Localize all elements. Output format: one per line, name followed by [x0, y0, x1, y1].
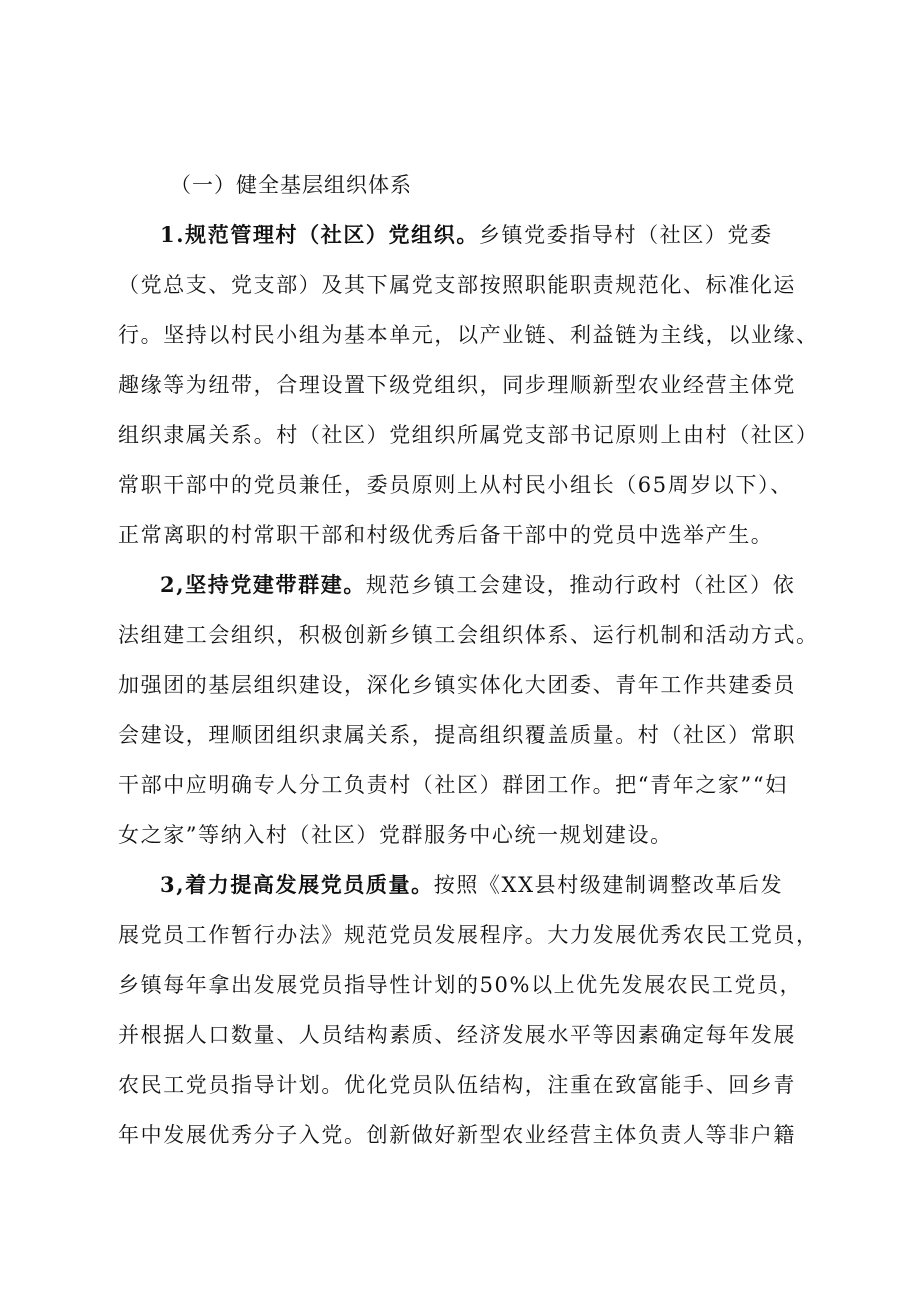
paragraph-1 — [118, 216, 828, 554]
paragraph-line: 法组建工会组织，积极创新乡镇工会组织体系、运行机制和活动方式。 — [118, 623, 819, 647]
paragraph-line: 干部中应明确专人分工负责村（社区）群团工作。把“青年之家”“妇 — [118, 773, 788, 797]
paragraph-line: 农民工党员指导计划。优化党员队伍结构，注重在致富能手、回乡青 — [118, 1073, 796, 1097]
paragraph-text: 乡镇党委指导村（社区）党委 — [478, 223, 773, 247]
paragraph-line: 正常离职的村常职干部和村级优秀后备干部中的党员中选举产生。 — [118, 523, 774, 547]
paragraph-line: （党总支、党支部）及其下属党支部按照职能职责规范化、标准化运 — [118, 273, 796, 297]
paragraph-line: 并根据人口数量、人员结构素质、经济发展水平等因素确定每年发展 — [118, 1023, 796, 1047]
paragraph-line: 年中发展优秀分子入党。创新做好新型农业经营主体负责人等非户籍 — [118, 1123, 796, 1147]
paragraph-line: 行。坚持以村民小组为基本单元，以产业链、利益链为主线，以业缘、 — [118, 323, 819, 347]
paragraph-2 — [118, 566, 828, 854]
paragraph-title: 2,坚持党建带群建。 — [160, 572, 366, 597]
paragraph-text: 规范乡镇工会建设，推动行政村（社区）依 — [365, 573, 796, 597]
paragraph-line — [118, 866, 828, 904]
paragraph-title: 1.规范管理村（社区）党组织。 — [160, 222, 479, 247]
paragraph-line: 趣缘等为纽带，合理设置下级党组织，同步理顺新型农业经营主体党 — [118, 373, 796, 397]
paragraph-line: 加强团的基层组织建设，深化乡镇实体化大团委、青年工作共建委员 — [118, 673, 796, 697]
paragraph-line: 展党员工作暂行办法》规范党员发展程序。大力发展优秀农民工党员， — [118, 923, 819, 947]
paragraph-line: 女之家”等纳入村（社区）党群服务中心统一规划建设。 — [118, 823, 673, 847]
paragraph-line: 乡镇每年拿出发展党员指导性计划的50%以上优先发展农民工党员， — [118, 973, 803, 997]
document-body — [118, 166, 828, 1166]
paragraph-line: 常职干部中的党员兼任，委员原则上从村民小组长（65周岁以下）、 — [118, 473, 793, 497]
paragraph-line — [118, 566, 828, 604]
paragraph-text: 按照《XX县村级建制调整改革后发 — [433, 873, 784, 897]
paragraph-title: 3,着力提高发展党员质量。 — [160, 872, 434, 897]
paragraph-line: 会建设，理顺团组织隶属关系，提高组织覆盖质量。村（社区）常职 — [118, 723, 796, 747]
section-heading: （一）健全基层组织体系 — [170, 173, 412, 197]
paragraph-line: 组织隶属关系。村（社区）党组织所属党支部书记原则上由村（社区） — [118, 423, 819, 447]
paragraph-line — [118, 216, 828, 254]
paragraph-3 — [118, 866, 828, 1154]
